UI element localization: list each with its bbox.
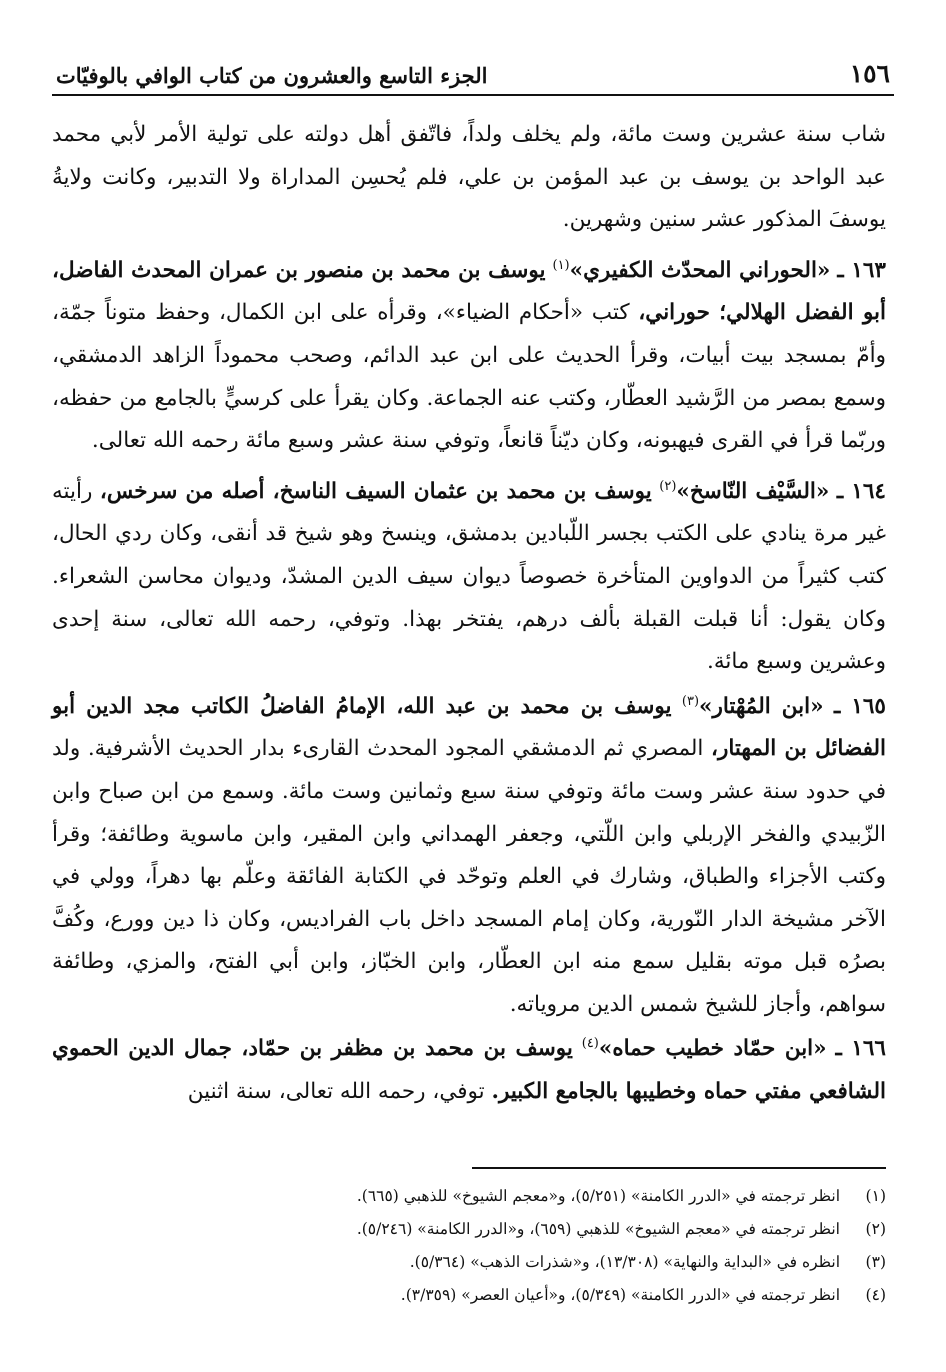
footnote-text: انظر ترجمته في «معجم الشيوخ» للذهبي (٦٥٩)، و«الدرر الكامنة» (٥/٢٤٦). xyxy=(356,1220,840,1238)
footnote xyxy=(140,1180,886,1213)
page-header xyxy=(56,42,890,88)
running-title: الجزء التاسع والعشرون من كتاب الوافي بالوفيّات xyxy=(56,63,488,88)
entry-164 xyxy=(52,471,886,684)
footnote-text: انظر ترجمته في «الدرر الكامنة» (٥/٢٥١)، و«معجم الشيوخ» للذهبي (٦٦٥). xyxy=(356,1187,840,1205)
footnote-rule xyxy=(472,1167,886,1169)
entry-name: يوسف بن محمد بن عثمان السيف الناسخ، أصله من سرخس، xyxy=(99,478,652,504)
continuation-paragraph: شاب سنة عشرين وست مائة، ولم يخلف ولداً، فاتّفق أهل دولته على تولية الأمر لأبي محمد عبد الواحد بن يوسف بن عبد المؤمن بن علي، فلم يُحسِن المداراة ولا التدبير، وكانت ولايةُ يوسفَ المذكور عشر سنين وشهرين. xyxy=(52,122,886,233)
footnote-ref: (١) xyxy=(552,257,570,273)
header-rule xyxy=(52,94,894,96)
entry-number: ١٦٤ ـ xyxy=(836,478,886,504)
entry-heading: «ابن المُهْتار» xyxy=(699,693,824,719)
entry-name: يوسف بن محمد بن مظفر بن حمّاد، جمال الدين الحموي الشافعي مفتي حماه وخطيبها بالجامع الكبير. xyxy=(52,1036,886,1105)
entry-number: ١٦٥ ـ xyxy=(833,693,886,719)
footnote-ref: (٣) xyxy=(681,693,700,709)
main-text xyxy=(52,114,886,1114)
footnote-ref: (٤) xyxy=(581,1036,599,1052)
footnote-number: (٢) xyxy=(865,1220,886,1238)
entry-number: ١٦٣ ـ xyxy=(837,257,886,283)
footnote-text: انظره في «البداية والنهاية» (١٣/٣٠٨)، و«شذرات الذهب» (٥/٣٦٤). xyxy=(409,1253,840,1271)
entry-text: المصري ثم الدمشقي المجود المحدث القارىء بدار الحديث الأشرفية. ولد في حدود سنة عشر وست مائة وتوفي سنة سبع وثمانين وست مائة. وسمع من ابن صباح وابن الزّبيدي والفخر الإربلي وابن اللّتي، وجعفر الهمداني وابن المقير، وابن ماسوية وطائفة؛ وقرأ وكتب الأجزاء والطباق، وشارك في العلم وتوحّد في الكتابة الفائقة وعلّم بها دهراً، وولي في الآخر مشيخة الدار النّورية، وكان إمام المسجد داخل باب الفراديس، وكان ذا دين وورع، وكُفَّ بصرُه قبل موته بقليل سمع منه ابن العطّار، وابن الخبّاز، وابن أبي الفتح، والمزي، وطائفة سواهم، وأجاز للشيخ شمس الدين مروياته. xyxy=(52,736,886,1017)
entry-text: رأيته غير مرة ينادي على الكتب بجسر اللّبادين بدمشق، وينسخ وهو شيخ قد أنقى، وكان ردي الحال، كتب كثيراً من الدواوين المتأخرة خصوصاً ديوان سيف الدين المشدّ، وديوان محاسن الشعراء. وكان يقول: أنا قبلت القبلة بألف درهم، يفتخر بهذا. وتوفي، رحمه الله تعالى، سنة إحدى وعشرين وسبع مائة. xyxy=(52,478,886,675)
entry-name: يوسف بن محمد بن منصور بن عمران المحدث الفاضل، أبو الفضل الهلالي؛ حوراني، xyxy=(52,257,887,326)
footnote-number: (١) xyxy=(865,1187,886,1205)
entry-number: ١٦٦ ـ xyxy=(835,1036,886,1062)
footnotes xyxy=(140,1180,886,1312)
footnote xyxy=(140,1213,886,1246)
footnote-ref: (٢) xyxy=(659,478,677,494)
footnote-number: (٣) xyxy=(865,1253,886,1271)
page-number: ١٥٦ xyxy=(849,59,890,88)
footnote xyxy=(140,1246,886,1279)
entry-heading: «السَّيْف النّاسخ» xyxy=(676,478,830,504)
entry-166 xyxy=(52,1028,886,1113)
entry-163 xyxy=(52,250,886,463)
entry-text: توفي، رحمه الله تعالى، سنة اثنين xyxy=(187,1079,485,1105)
footnote xyxy=(140,1279,886,1312)
entry-name: يوسف بن محمد بن عبد الله، الإمامُ الفاضلُ الكاتب مجد الدين أبو الفضائل بن المهتار، xyxy=(52,693,886,762)
footnote-number: (٤) xyxy=(865,1286,886,1304)
footnote-text: انظر ترجمته في «الدرر الكامنة» (٥/٣٤٩)، و«أعيان العصر» (٣/٣٥٩). xyxy=(400,1286,840,1304)
entry-heading: «ابن حمّاد خطيب حماه» xyxy=(598,1036,827,1062)
entry-text: كتب «أحكام الضياء»، وقرأه على ابن الكمال، وحفظ متوناً جمّة، وأمّ بمسجد بيت أبيات، وقرأ الحديث على ابن عبد الدائم، وصحب محموداً الزاهد الدمشقي، وسمع بمصر من الرَّشيد العطّار، وكتب عنه الجماعة. وكان يقرأ على كرسيٍّ بالجامع من حفظه، وربّما قرأ في القرى فيهبونه، وكان ديّناً قانعاً، وتوفي سنة عشر وسبع مائة رحمه الله تعالى. xyxy=(52,300,886,454)
entry-165 xyxy=(52,686,886,1027)
entry-heading: «الحوراني المحدّث الكفيري» xyxy=(569,257,831,283)
